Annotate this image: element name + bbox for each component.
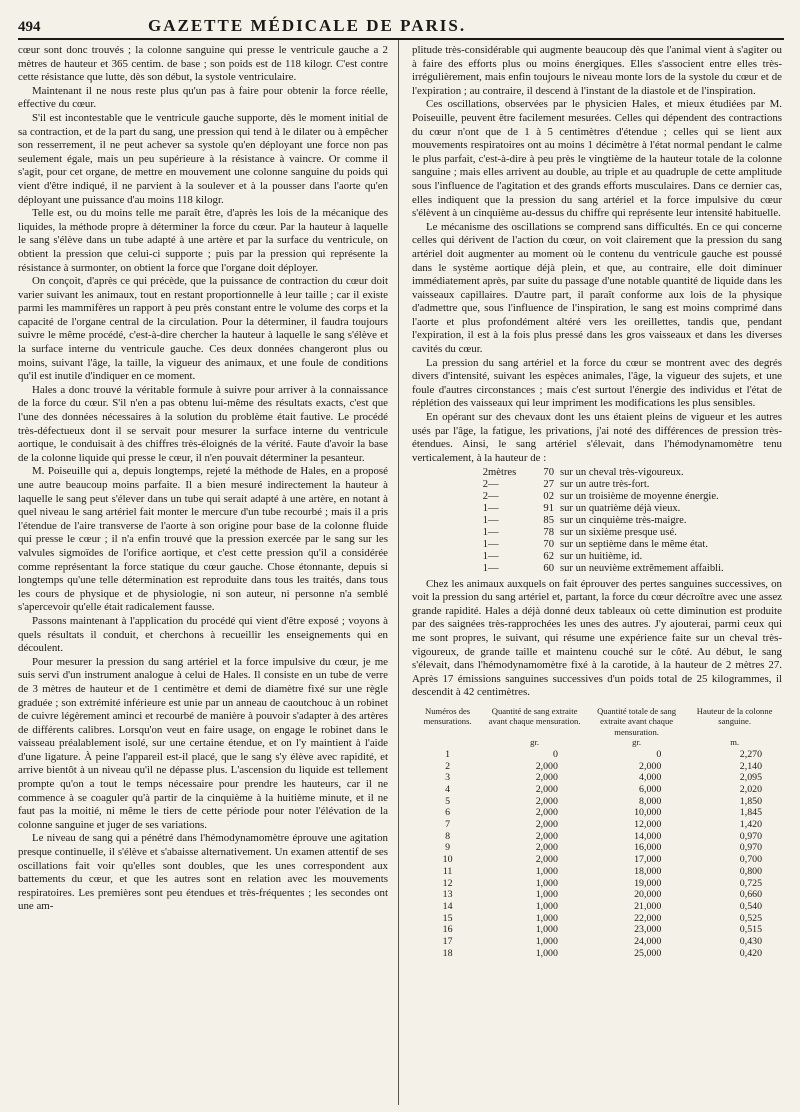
table-cell: 1,000: [535, 900, 558, 912]
table-cell: 0,700: [739, 854, 762, 866]
measurement-desc: sur un troisième de moyenne énergie.: [560, 491, 719, 503]
table-cell: 6: [445, 807, 451, 819]
table-row: [412, 878, 782, 890]
measurement-desc: sur un autre très-fort.: [560, 479, 650, 491]
table-cell: 0: [656, 748, 662, 760]
table-unit-cell: m.: [730, 737, 740, 748]
table-cell: 1,000: [535, 912, 558, 924]
table-cell: 2,000: [535, 854, 558, 866]
table-cell: 0,420: [739, 947, 762, 959]
table-cell: 0,970: [739, 842, 762, 854]
measurement-item: [470, 563, 782, 575]
measurement-unit: —: [488, 491, 499, 503]
table-cell: 1,000: [535, 924, 558, 936]
table-cell: 2,140: [739, 760, 762, 772]
table-cell: 22,000: [634, 912, 662, 924]
paragraph: En opérant sur des chevaux dont les uns étaient pleins de vigueur et les autres usés par l'âge, la fatigue, les privations, j'ai noté des différences de pression très-étendues. Ainsi, le sang artériel s'élevait, dans l'hémodynamomètre tenu verticalement, à la hauteur de :: [412, 411, 782, 464]
table-row: [412, 889, 782, 901]
table-cell: 17: [442, 936, 453, 948]
table-cell: 20,000: [634, 889, 662, 901]
measurement-desc: sur un septième dans le même état.: [560, 538, 708, 550]
paragraph: Chez les animaux auxquels on fait éprouver des pertes sanguines successives, on voit la pression du sang artériel et, partant, la force du cœur décroître avec une assez grande rapidité. Hales a déjà donné deux tableaux où cette diminution est produite par des saignées très-rapprochées les unes des autres. J'y ajouterai, parmi ceux qui me sont propres, le suivant, qui résume une expérience faite sur un cheval très-vigoureux, de grande taille et maintenu couché sur le côté. Au début, le sang s'élevait, dans l'hémodynamomètre fixé à la carotide, à la hauteur de 2 mètres 27. Après 17 émissions sanguines successives d'un poids total de 25 kilogrammes, il descendit à 42 centimètres.: [412, 577, 782, 699]
table-header-cell: Numéros des mensurations.: [423, 705, 472, 727]
right-column-text-before: [412, 44, 782, 465]
measurement-item: [470, 503, 782, 515]
measurement-desc: sur un huitième, id.: [560, 550, 643, 562]
table-cell: 2,000: [535, 807, 558, 819]
table-cell: 2,000: [535, 842, 558, 854]
table-cell: 2: [445, 760, 451, 772]
measurement-desc: sur un sixième presque usé.: [560, 526, 677, 538]
table-cell: 16,000: [634, 842, 662, 854]
table-cell: 2,000: [535, 760, 558, 772]
measurement-cm: 85: [543, 515, 554, 527]
paragraph: On conçoit, d'après ce qui précède, que la puissance de contraction du cœur doit varier suivant les animaux, tout en restant proportionnelle à leur taille ; car il existe parmi les mammifères un rapport à peu près constant entre le volume des corps et la capacité de l'organe central de la circulation. Pour la déterminer, il faudra toujours suivre le même procédé, c'est-à-dire chercher la hauteur à laquelle le sang s'élève et la surface interne du ventricule gauche. Ces deux données changeront plus ou moins, suivant l'âge, la taille, la vigueur des animaux, et une foule de conditions qu'il est inutile d'indiquer en ce moment.: [18, 275, 388, 383]
table-row: [412, 796, 782, 808]
right-column: [412, 44, 782, 959]
table-cell: 3: [445, 772, 451, 784]
measurement-cm: 78: [543, 526, 554, 538]
table-row: [412, 866, 782, 878]
table-cell: 15: [442, 912, 453, 924]
table-cell: 18: [442, 947, 453, 959]
table-body: [412, 749, 782, 960]
measurement-desc: sur un cheval très-vigoureux.: [560, 467, 684, 479]
table-unit-cell: gr.: [632, 737, 641, 748]
measurement-item: [470, 551, 782, 563]
measurement-unit: —: [488, 550, 499, 562]
table-cell: 2,000: [535, 783, 558, 795]
measurement-desc: sur un quatrième déjà vieux.: [560, 503, 681, 515]
measurement-m: 2: [482, 491, 488, 503]
table-cell: 2,000: [639, 760, 662, 772]
table-header-cell: Hauteur de la colonne sanguine.: [696, 705, 773, 727]
table-cell: 2,270: [739, 748, 762, 760]
paragraph: Le mécanisme des oscillations se comprend sans difficultés. En ce qui concerne celles qui dérivent de l'action du cœur, on voit clairement que la pression du sang artériel doit augmenter au moment où le contenu du ventricule gauche est poussé dans le système aortique déjà plein, et que, au contraire, elle doit diminuer immédiatement après, par suite du passage d'une notable quantité de liquide dans les vaisseaux capillaires. D'autre part, il paraît conforme aux lois de la physique d'admettre que, sous l'influence de l'inspiration, le sang est moins comprimé dans l'aorte et plus profondément altéré vers les oreillettes, tandis que, pendant l'expiration, il est à la fois plus pressé dans les gros vaisseaux et dans les diverses cavités du cœur.: [412, 220, 782, 356]
measurement-item: [470, 527, 782, 539]
table-cell: 2,000: [535, 795, 558, 807]
measurement-m: 1: [482, 515, 488, 527]
measurement-item: [470, 539, 782, 551]
measurement-cm: 70: [543, 467, 554, 479]
column-divider: [398, 40, 399, 1105]
journal-title: GAZETTE MÉDICALE DE PARIS.: [148, 16, 467, 35]
measurement-m: 1: [482, 503, 488, 515]
table-cell: 6,000: [639, 783, 662, 795]
paragraph: Passons maintenant à l'application du procédé qui vient d'être exposé ; voyons à quels résultats il conduit, et cherchons à recueillir les enseignements qui en découlent.: [18, 614, 388, 655]
table-cell: 1,000: [535, 889, 558, 901]
table-row: [412, 901, 782, 913]
table-cell: 13: [442, 889, 453, 901]
paragraph: Hales a donc trouvé la véritable formule à suivre pour arriver à la connaissance de la force du cœur. S'il n'en a pas obtenu lui-même des résultats exacts, c'est que l'une des données nécessaires à la solution du problème était fautive. Le procédé très-défectueux dont il se servait pour mesurer la surface interne du ventricule aortique, le conduisait à des chiffres très-éloignés de la vérité. Faute d'avoir la base de la colonne liquide qui presse le cœur, il n'en pouvait déterminer la pesanteur.: [18, 383, 388, 464]
table-cell: 0,515: [739, 924, 762, 936]
measurement-desc: sur un cinquième très-maigre.: [560, 515, 687, 527]
measurement-item: [470, 515, 782, 527]
measurement-m: 1: [482, 550, 488, 562]
table-cell: 10,000: [634, 807, 662, 819]
table-cell: 23,000: [634, 924, 662, 936]
left-column: [18, 44, 388, 1104]
paragraph: Maintenant il ne nous reste plus qu'un pas à faire pour obtenir la force réelle, effective du cœur.: [18, 84, 388, 111]
measurement-cm: 62: [543, 550, 554, 562]
table-row: [412, 854, 782, 866]
table-cell: 8: [445, 830, 451, 842]
table-row: [412, 936, 782, 948]
table-cell: 2,000: [535, 819, 558, 831]
table-row: [412, 842, 782, 854]
measurement-cm: 60: [543, 562, 554, 574]
table-row: [412, 772, 782, 784]
table-cell: 25,000: [634, 947, 662, 959]
table-cell: 2,020: [739, 783, 762, 795]
table-cell: 0,725: [739, 877, 762, 889]
measurement-cm: 91: [543, 503, 554, 515]
table-cell: 1: [445, 748, 451, 760]
page-header: [18, 14, 784, 40]
table-unit-cell: [412, 737, 483, 749]
measurement-cm: 02: [543, 491, 554, 503]
paragraph: S'il est incontestable que le ventricule gauche supporte, dès le moment initial de sa contraction, et de la part du sang, une pression qui tend à le dilater ou à empêcher son resserrement, il ne peut achever sa systole qu'en déployant une force non pas seulement égale, mais un peu supérieure à la résistance à vaincre. Or comme il s'agit, pour cet organe, de mettre en mouvement une colonne sanguine du poids qui vient d'être indiqué, il ne parvient à la soulever et à la pousser dans l'aorte qu'en déployant une puissance d'au moins 118 kilogr.: [18, 111, 388, 206]
measurement-unit: —: [488, 503, 499, 515]
table-row: [412, 924, 782, 936]
measurement-unit: —: [488, 538, 499, 550]
table-cell: 24,000: [634, 936, 662, 948]
paragraph: plitude très-considérable qui augmente beaucoup dès que l'animal vient à s'agiter ou à faire des efforts plus ou moins énergiques. Elles s'associent entre elles très-irrégulièrement, mais enfin toujours le niveau monte lors de la systole du cœur et de l'expiration ; au contraire, il descend à l'instant de la diastole et de l'inspiration.: [412, 44, 782, 97]
measurement-list: [470, 467, 782, 574]
measurement-cm: 27: [543, 479, 554, 491]
measurement-m: 2: [482, 479, 488, 491]
table-cell: 1,000: [535, 936, 558, 948]
table-cell: 12,000: [634, 819, 662, 831]
table-cell: 12: [442, 877, 453, 889]
table-cell: 14: [442, 900, 453, 912]
paragraph: Telle est, ou du moins telle me paraît être, d'après les lois de la mécanique des liquides, la méthode propre à déterminer la force du cœur. Par la hauteur à laquelle le sang s'élève dans un tube adapté à une artère et par la surface du ventricule, on obtient la pression que celui-ci supporte ; puis par la pression qui représente la résistance à surmonter, on obtient la force que l'organe doit déployer.: [18, 207, 388, 274]
table-cell: 18,000: [634, 865, 662, 877]
table-row: [412, 807, 782, 819]
measurement-item: [470, 479, 782, 491]
table-cell: 4: [445, 783, 451, 795]
paragraph: cœur sont donc trouvés ; la colonne sanguine qui presse le ventricule gauche a 2 mètres de hauteur et 365 centim. de base ; son poids est de 118 kilogr. C'est contre cette résistance que lutte, dès son début, la systole ventriculaire.: [18, 44, 388, 84]
measurement-item: [470, 467, 782, 479]
table-cell: 2,000: [535, 830, 558, 842]
paragraph: M. Poiseuille qui a, depuis longtemps, rejeté la méthode de Hales, en a proposé une autre beaucoup moins parfaite. Il a bien mesuré indirectement la hauteur à laquelle le sang peut s'élever dans un tube qui serait adapté à une artère, en notant à quel niveau le sang artériel fait monter le mercure d'un tube recourbé ; mais il a pris l'étendue de l'aire transverse de l'aorte à son origine pour base de la colonne fluide qui presse le cœur ; il n'a enfin trouvé que la pression exercée par le sang sur les valvules sigmoïdes de l'orifice aortique, et c'est cette pression qu'il a considérée comme représentant la force statique du cœur gauche. Chose étonnante, depuis si longtemps qu'une telle détermination est reproduite dans tous les traités, dans tous les cours de physique et de physiologie, ni son auteur, ni personne n'a semblé s'apercevoir qu'elle était radicalement fausse.: [18, 465, 388, 614]
bleeding-table: [412, 706, 782, 960]
table-cell: 4,000: [639, 772, 662, 784]
table-units-row: [412, 737, 782, 749]
table-cell: 17,000: [634, 854, 662, 866]
table-row: [412, 948, 782, 960]
right-column-text-after: [412, 578, 782, 700]
table-cell: 1,845: [739, 807, 762, 819]
table-cell: 9: [445, 842, 451, 854]
table-cell: 7: [445, 819, 451, 831]
measurement-item: [470, 491, 782, 503]
table-header-row: [412, 706, 782, 737]
table-cell: 8,000: [639, 795, 662, 807]
table-cell: 0,540: [739, 900, 762, 912]
table-cell: 2,095: [739, 772, 762, 784]
table-cell: 10: [442, 854, 453, 866]
table-unit-cell: gr.: [530, 737, 539, 748]
measurement-desc: sur un neuvième extrêmement affaibli.: [560, 562, 724, 574]
table-cell: 0,800: [739, 865, 762, 877]
table-cell: 0,660: [739, 889, 762, 901]
table-cell: 0,970: [739, 830, 762, 842]
table-row: [412, 761, 782, 773]
table-header-cell: Quantité de sang extraite avant chaque mensuration.: [488, 705, 581, 727]
table-cell: 21,000: [634, 900, 662, 912]
measurement-m: 2: [482, 467, 488, 479]
table-cell: 1,000: [535, 877, 558, 889]
measurement-m: 1: [482, 562, 488, 574]
table-header-cell: Quantité totale de sang extraite avant chaque mensuration.: [597, 705, 677, 737]
table-row: [412, 831, 782, 843]
page-number: 494: [18, 19, 41, 35]
paragraph: Ces oscillations, observées par le physicien Hales, et mieux étudiées par M. Poiseuille, peuvent être facilement mesurées. Celles qui dépendent des contractions du cœur n'ont que de 1 à 5 centimètres d'étendue ; celles qui se lient aux mouvements respiratoires ont au moins 1 décimètre à l'état normal pendant le calme le plus parfait, c'est-à-dire à peu près le vingtième de la hauteur totale de la colonne sanguine ; mais elles arrivent au double, au triple et au quadruple de cette amplitude sous l'influence de l'agitation et des grands efforts musculaires. Dans ce dernier cas, elles indiquent que la pression du sang artériel et la force impulsive du cœur s'élèvent à un cinquième au-dessus du chiffre qui représente leur intensité habituelle.: [412, 98, 782, 220]
table-row: [412, 819, 782, 831]
table-cell: 19,000: [634, 877, 662, 889]
table-cell: 1,000: [535, 865, 558, 877]
paragraph: Le niveau de sang qui a pénétré dans l'hémodynamomètre éprouve une agitation presque continuelle, il s'élève et s'abaisse alternativement. Un examen attentif de ses oscillations fait voir qu'elles sont doubles, que les unes correspondent aux battements du cœur, et que les autres sont en relation avec les mouvements respiratoires. Les premières sont peu étendues et très-fréquentes ; les secondes ont une am-: [18, 832, 388, 913]
measurement-m: 1: [482, 526, 488, 538]
table-cell: 2,000: [535, 772, 558, 784]
table-cell: 14,000: [634, 830, 662, 842]
table-cell: 1,000: [535, 947, 558, 959]
table-cell: 16: [442, 924, 453, 936]
table-row: [412, 784, 782, 796]
measurement-unit: —: [488, 562, 499, 574]
measurement-unit: mètres: [488, 467, 517, 479]
measurement-unit: —: [488, 515, 499, 527]
table-cell: 0,525: [739, 912, 762, 924]
table-cell: 5: [445, 795, 451, 807]
table-row: [412, 749, 782, 761]
paragraph: Pour mesurer la pression du sang artériel et la force impulsive du cœur, je me suis servi d'un instrument analogue à celui de Hales. Il consiste en un tube de verre de 3 mètres de hauteur et de 1 centimètre et demi de diamètre fixé sur une règle graduée ; son extrémité inférieure est unie par un anneau de caoutchouc à un robinet de cuivre légèrement aminci et recourbé de manière à pouvoir s'adapter à des artères de différents calibres. Lorsqu'on veut en faire usage, on engage le robinet dans le vaisseau préalablement isolé, sur une certaine étendue, et on l'y maintient à l'aide d'une ligature. À peine l'appareil est-il placé, que le sang s'y élève avec rapidité, et arrive bientôt à un niveau qu'il ne dépasse plus. L'ascension du liquide est tellement prompte qu'on a tout le temps nécessaire pour prendre les hauteurs, car il ne commence à se coaguler qu'à partir de la cinquième à la huitième minute, et il ne faut pas la moitié, ni même le tiers de cette période pour noter l'élévation de la colonne sanguine et juger de ses variations.: [18, 655, 388, 831]
paragraph: La pression du sang artériel et la force du cœur se montrent avec des degrés divers d'intensité, suivant les espèces animales, l'âge, la vigueur des sujets, et une foule d'autres circonstances ; mais c'est surtout l'énergie des individus et l'état de réplétion des vaisseaux qui leur impriment les modifications les plus sensibles.: [412, 356, 782, 410]
table-cell: 0: [552, 748, 558, 760]
table-cell: 11: [442, 865, 453, 877]
measurement-unit: —: [488, 526, 499, 538]
table-cell: 1,850: [739, 795, 762, 807]
measurement-m: 1: [482, 538, 488, 550]
table-cell: 0,430: [739, 936, 762, 948]
table-row: [412, 913, 782, 925]
table-cell: 1,420: [739, 819, 762, 831]
measurement-unit: —: [488, 479, 499, 491]
measurement-cm: 70: [543, 538, 554, 550]
